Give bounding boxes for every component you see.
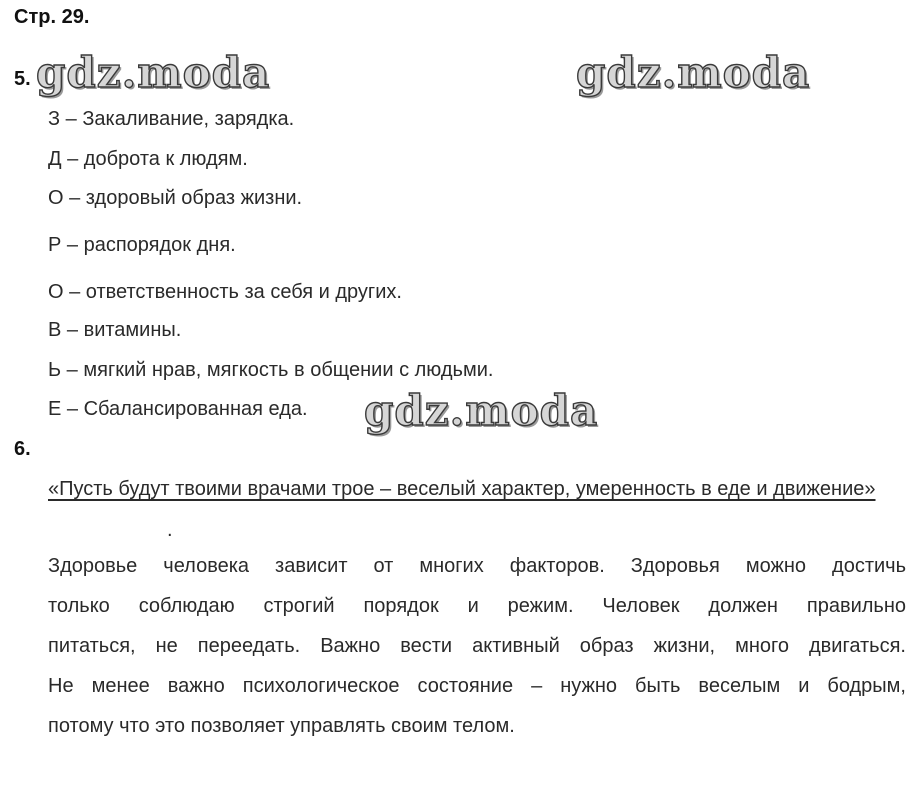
acrostic-line: Д – доброта к людям. [48,148,248,170]
acrostic-line: Е – Сбалансированная еда. [48,398,308,420]
essay-line: питаться, не переедать. Важно вести активный образ жизни, много двигаться. [48,635,906,657]
watermark-logo: gdz.moda [36,48,271,97]
essay-line: только соблюдаю строгий порядок и режим. Человек должен правильно [48,595,906,617]
quote-period: . [167,519,173,541]
acrostic-line: О – здоровый образ жизни. [48,187,303,209]
watermark-logo: gdz.moda [364,386,599,435]
acrostic-line: Р – распорядок дня. [48,234,236,256]
task-6-number: 6. [14,438,31,460]
essay-paragraph [48,546,906,746]
acrostic-line: З – Закаливание, зарядка. [48,108,295,130]
page-header: Стр. 29. [14,6,90,28]
acrostic-line: О – ответственность за себя и других. [48,281,402,303]
essay-line: потому что это позволяет управлять своим телом. [48,715,515,737]
essay-line: Здоровье человека зависит от многих факторов. Здоровья можно достичь [48,555,906,577]
acrostic-line: В – витамины. [48,319,182,341]
acrostic-line: Ь – мягкий нрав, мягкость в общении с людьми. [48,359,494,381]
watermark-logo: gdz.moda [576,48,811,97]
essay-line: Не менее важно психологическое состояние – нужно быть веселым и бодрым, [48,675,906,697]
task-5-number: 5. [14,68,31,90]
quote: «Пусть будут твоими врачами трое – веселый характер, умеренность в еде и движение» [48,478,876,500]
